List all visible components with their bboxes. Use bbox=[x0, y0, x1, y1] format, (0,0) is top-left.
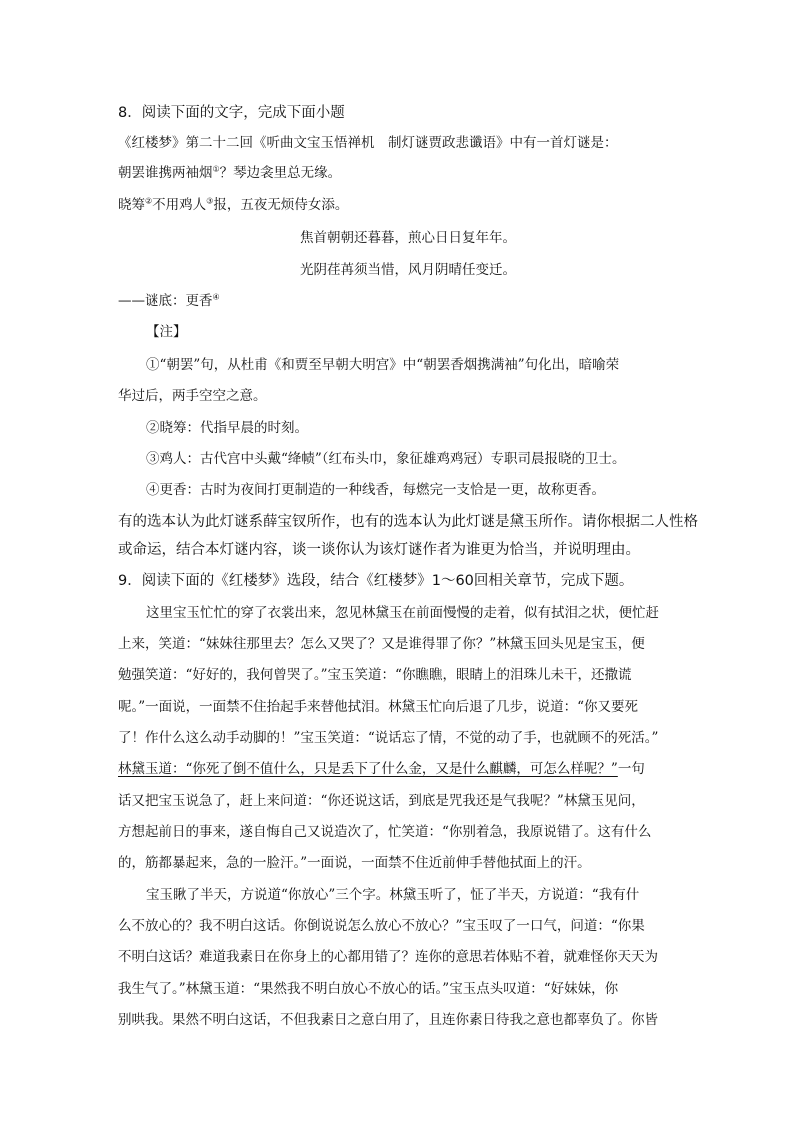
passage-p1-line-5: 了！作什么这么动手动脚的！”宝玉笑道：“说话忘了情，不觉的动了手，也就顾不的死活。” bbox=[118, 730, 659, 746]
question-9-title: 9．阅读下面的《红楼梦》选段，结合《红楼梦》1～60回相关章节，完成下题。 bbox=[118, 573, 634, 589]
poem-line-1: 朝罢谁携两袖烟①？琴边衾里总无缘。 bbox=[118, 164, 342, 181]
passage-p2-line-2: 么不放心的？我不明白这话。你倒说说怎么放心不放心？”宝玉叹了一口气，问道：“你果 bbox=[118, 918, 645, 934]
note-2: ②晓筹：代指早晨的时刻。 bbox=[146, 420, 308, 436]
passage-p1-line-2: 上来，笑道：“妹妹往那里去？怎么又哭了？又是谁得罪了你？”林黛玉回头见是宝玉，便 bbox=[118, 636, 645, 652]
passage-p2-line-1: 宝玉瞅了半天，方说道“你放心”三个字。林黛玉听了，怔了半天，方说道：“我有什 bbox=[146, 887, 640, 903]
passage-p2-line-4: 我生气了。”林黛玉道：“果然我不明白放心不放心的话。”宝玉点头叹道：“好妹妹，你 bbox=[118, 981, 619, 997]
poem-line-3: 焦首朝朝还暮暮，煎心日日复年年。 bbox=[300, 230, 516, 246]
passage-p1-line-1: 这里宝玉忙忙的穿了衣裳出来，忽见林黛玉在前面慢慢的走着，似有拭泪之状，便忙赶 bbox=[146, 605, 659, 621]
passage-p2-line-3: 不明白这话？难道我素日在你身上的心都用错了？连你的意思若体贴不着，就难怪你天天为 bbox=[118, 949, 658, 965]
poem-line-4: 光阴荏苒须当惜，风月阴晴任变迁。 bbox=[300, 262, 516, 278]
q8-intro: 《红楼梦》第二十二回《听曲文宝玉悟禅机 制灯谜贾政悲谶语》中有一首灯谜是： bbox=[118, 135, 618, 151]
poem-line-2: 晓筹②不用鸡人③报，五夜无烦侍女添。 bbox=[118, 196, 349, 213]
passage-p2-line-5: 别哄我。果然不明白这话，不但我素日之意白用了，且连你素日待我之意也都辜负了。你皆 bbox=[118, 1012, 658, 1028]
note-1-line-2: 华过后，两手空空之意。 bbox=[118, 388, 267, 404]
passage-p1-line-4: 呢。”一面说，一面禁不住抬起手来替他拭泪。林黛玉忙向后退了几步，说道：“你又要死 bbox=[118, 699, 639, 715]
passage-p1-line-6: 林黛玉道：“你死了倒不值什么，只是丢下了什么金，又是什么麒麟，可怎么样呢？”一句 bbox=[118, 761, 645, 777]
q8-question-line-1: 有的选本认为此灯谜系薛宝钗所作，也有的选本认为此灯谜是黛玉所作。请你根据二人性格 bbox=[118, 514, 698, 530]
footnote-mark-4: ④ bbox=[212, 292, 220, 302]
riddle-answer: ——谜底：更香④ bbox=[118, 292, 220, 309]
notes-heading: 【注】 bbox=[146, 324, 187, 340]
note-3: ③鸡人：古代宫中头戴“绛帻”（红布头巾，象征雄鸡鸡冠）专职司晨报晓的卫士。 bbox=[146, 451, 626, 467]
passage-p1-line-3: 勉强笑道：“好好的，我何曾哭了。”宝玉笑道：“你瞧瞧，眼睛上的泪珠儿未干，还撒谎 bbox=[118, 667, 632, 683]
q8-question-line-2: 或命运，结合本灯谜内容，谈一谈你认为该灯谜作者为谁更为恰当，并说明理由。 bbox=[118, 542, 640, 558]
note-4: ④更香：古时为夜间打更制造的一种线香，每燃完一支恰是一更，故称更香。 bbox=[146, 482, 605, 498]
passage-p1-line-9: 的，筋都暴起来，急的一脸汗。”一面说，一面禁不住近前伸手替他拭面上的汗。 bbox=[118, 855, 591, 871]
passage-p1-line-7: 话又把宝玉说急了，赶上来问道：“你还说这话，到底是咒我还是气我呢？”林黛玉见问， bbox=[118, 793, 645, 809]
question-8-title: 8．阅读下面的文字，完成下面小题 bbox=[118, 105, 345, 121]
footnote-mark-2: ② bbox=[145, 196, 153, 206]
footnote-mark-3: ③ bbox=[206, 196, 214, 206]
underlined-sentence: 林黛玉道：“你死了倒不值什么，只是丢下了什么金，又是什么麒麟，可怎么样呢？” bbox=[118, 761, 618, 777]
note-1-line-1: ①“朝罢”句，从杜甫《和贾至早朝大明宫》中“朝罢香烟携满袖”句化出，暗喻荣 bbox=[146, 357, 620, 373]
footnote-mark-1: ① bbox=[212, 164, 220, 174]
passage-p1-line-8: 方想起前日的事来，遂自悔自己又说造次了，忙笑道：“你别着急，我原说错了。这有什么 bbox=[118, 824, 652, 840]
